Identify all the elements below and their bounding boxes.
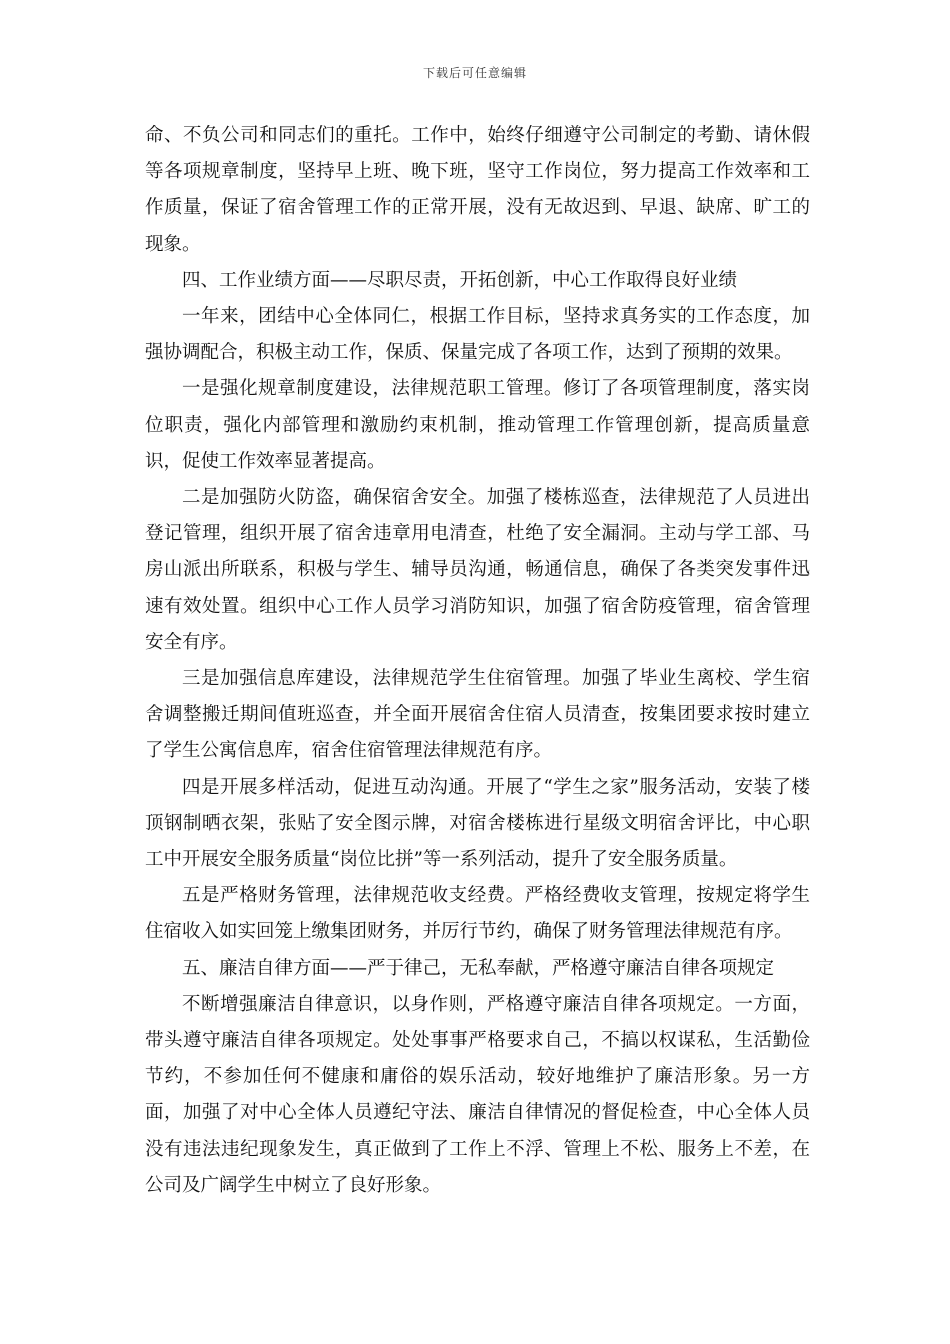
section-heading-5: 五、廉洁自律方面——严于律己，无私奉献，严格遵守廉洁自律各项规定 xyxy=(182,957,775,979)
paragraph: 一是强化规章制度建设，法律规范职工管理。修订了各项管理制度，落实岗位职责，强化内部管理和激励约束机制，推动管理工作管理创新，提高质量意识，促使工作效率显著提高。 xyxy=(145,378,810,472)
section-heading-4: 四、工作业绩方面——尽职尽责，开拓创新，中心工作取得良好业绩 xyxy=(182,269,738,291)
paragraph-continuation: 命、不负公司和同志们的重托。工作中，始终仔细遵守公司制定的考勤、请休假等各项规章制度，坚持早上班、晚下班，坚守工作岗位，努力提高工作效率和工作质量，保证了宿舍管理工作的正常开展，没有无故迟到、早退、缺席、旷工的现象。 xyxy=(145,125,810,255)
paragraph: 不断增强廉洁自律意识，以身作则，严格遵守廉洁自律各项规定。一方面，带头遵守廉洁自律各项规定。处处事事严格要求自己，不搞以权谋私，生活勤俭节约，不参加任何不健康和庸俗的娱乐活动，较好地维护了廉洁形象。另一方面，加强了对中心全体人员遵纪守法、廉洁自律情况的督促检查，中心全体人员没有违法违纪现象发生，真正做到了工作上不浮、管理上不松、服务上不差，在公司及广阔学生中树立了良好形象。 xyxy=(145,993,810,1196)
page-header: 下载后可任意编辑 xyxy=(422,66,527,80)
paragraph: 一年来，团结中心全体同仁，根据工作目标，坚持求真务实的工作态度，加强协调配合，积极主动工作，保质、保量完成了各项工作，达到了预期的效果。 xyxy=(145,306,810,364)
paragraph: 五是严格财务管理，法律规范收支经费。严格经费收支管理，按规定将学生住宿收入如实回笼上缴集团财务，并厉行节约，确保了财务管理法律规范有序。 xyxy=(145,885,810,943)
paragraph: 三是加强信息库建设，法律规范学生住宿管理。加强了毕业生离校、学生宿舍调整搬迁期间值班巡查，并全面开展宿舍住宿人员清查，按集团要求按时建立了学生公寓信息库，宿舍住宿管理法律规范有序。 xyxy=(145,668,810,762)
paragraph: 四是开展多样活动，促进互动沟通。开展了“学生之家”服务活动，安装了楼顶钢制晒衣架，张贴了安全图示牌，对宿舍楼栋进行星级文明宿舍评比，中心职工中开展安全服务质量“岗位比拼”等一系列活动，提升了安全服务质量。 xyxy=(145,776,810,871)
document-body xyxy=(145,118,810,1204)
paragraph: 二是加强防火防盗，确保宿舍安全。加强了楼栋巡查，法律规范了人员进出登记管理，组织开展了宿舍违章用电清查，杜绝了安全漏洞。主动与学工部、马房山派出所联系，积极与学生、辅导员沟通，畅通信息，确保了各类突发事件迅速有效处置。组织中心工作人员学习消防知识，加强了宿舍防疫管理，宿舍管理安全有序。 xyxy=(145,487,810,653)
